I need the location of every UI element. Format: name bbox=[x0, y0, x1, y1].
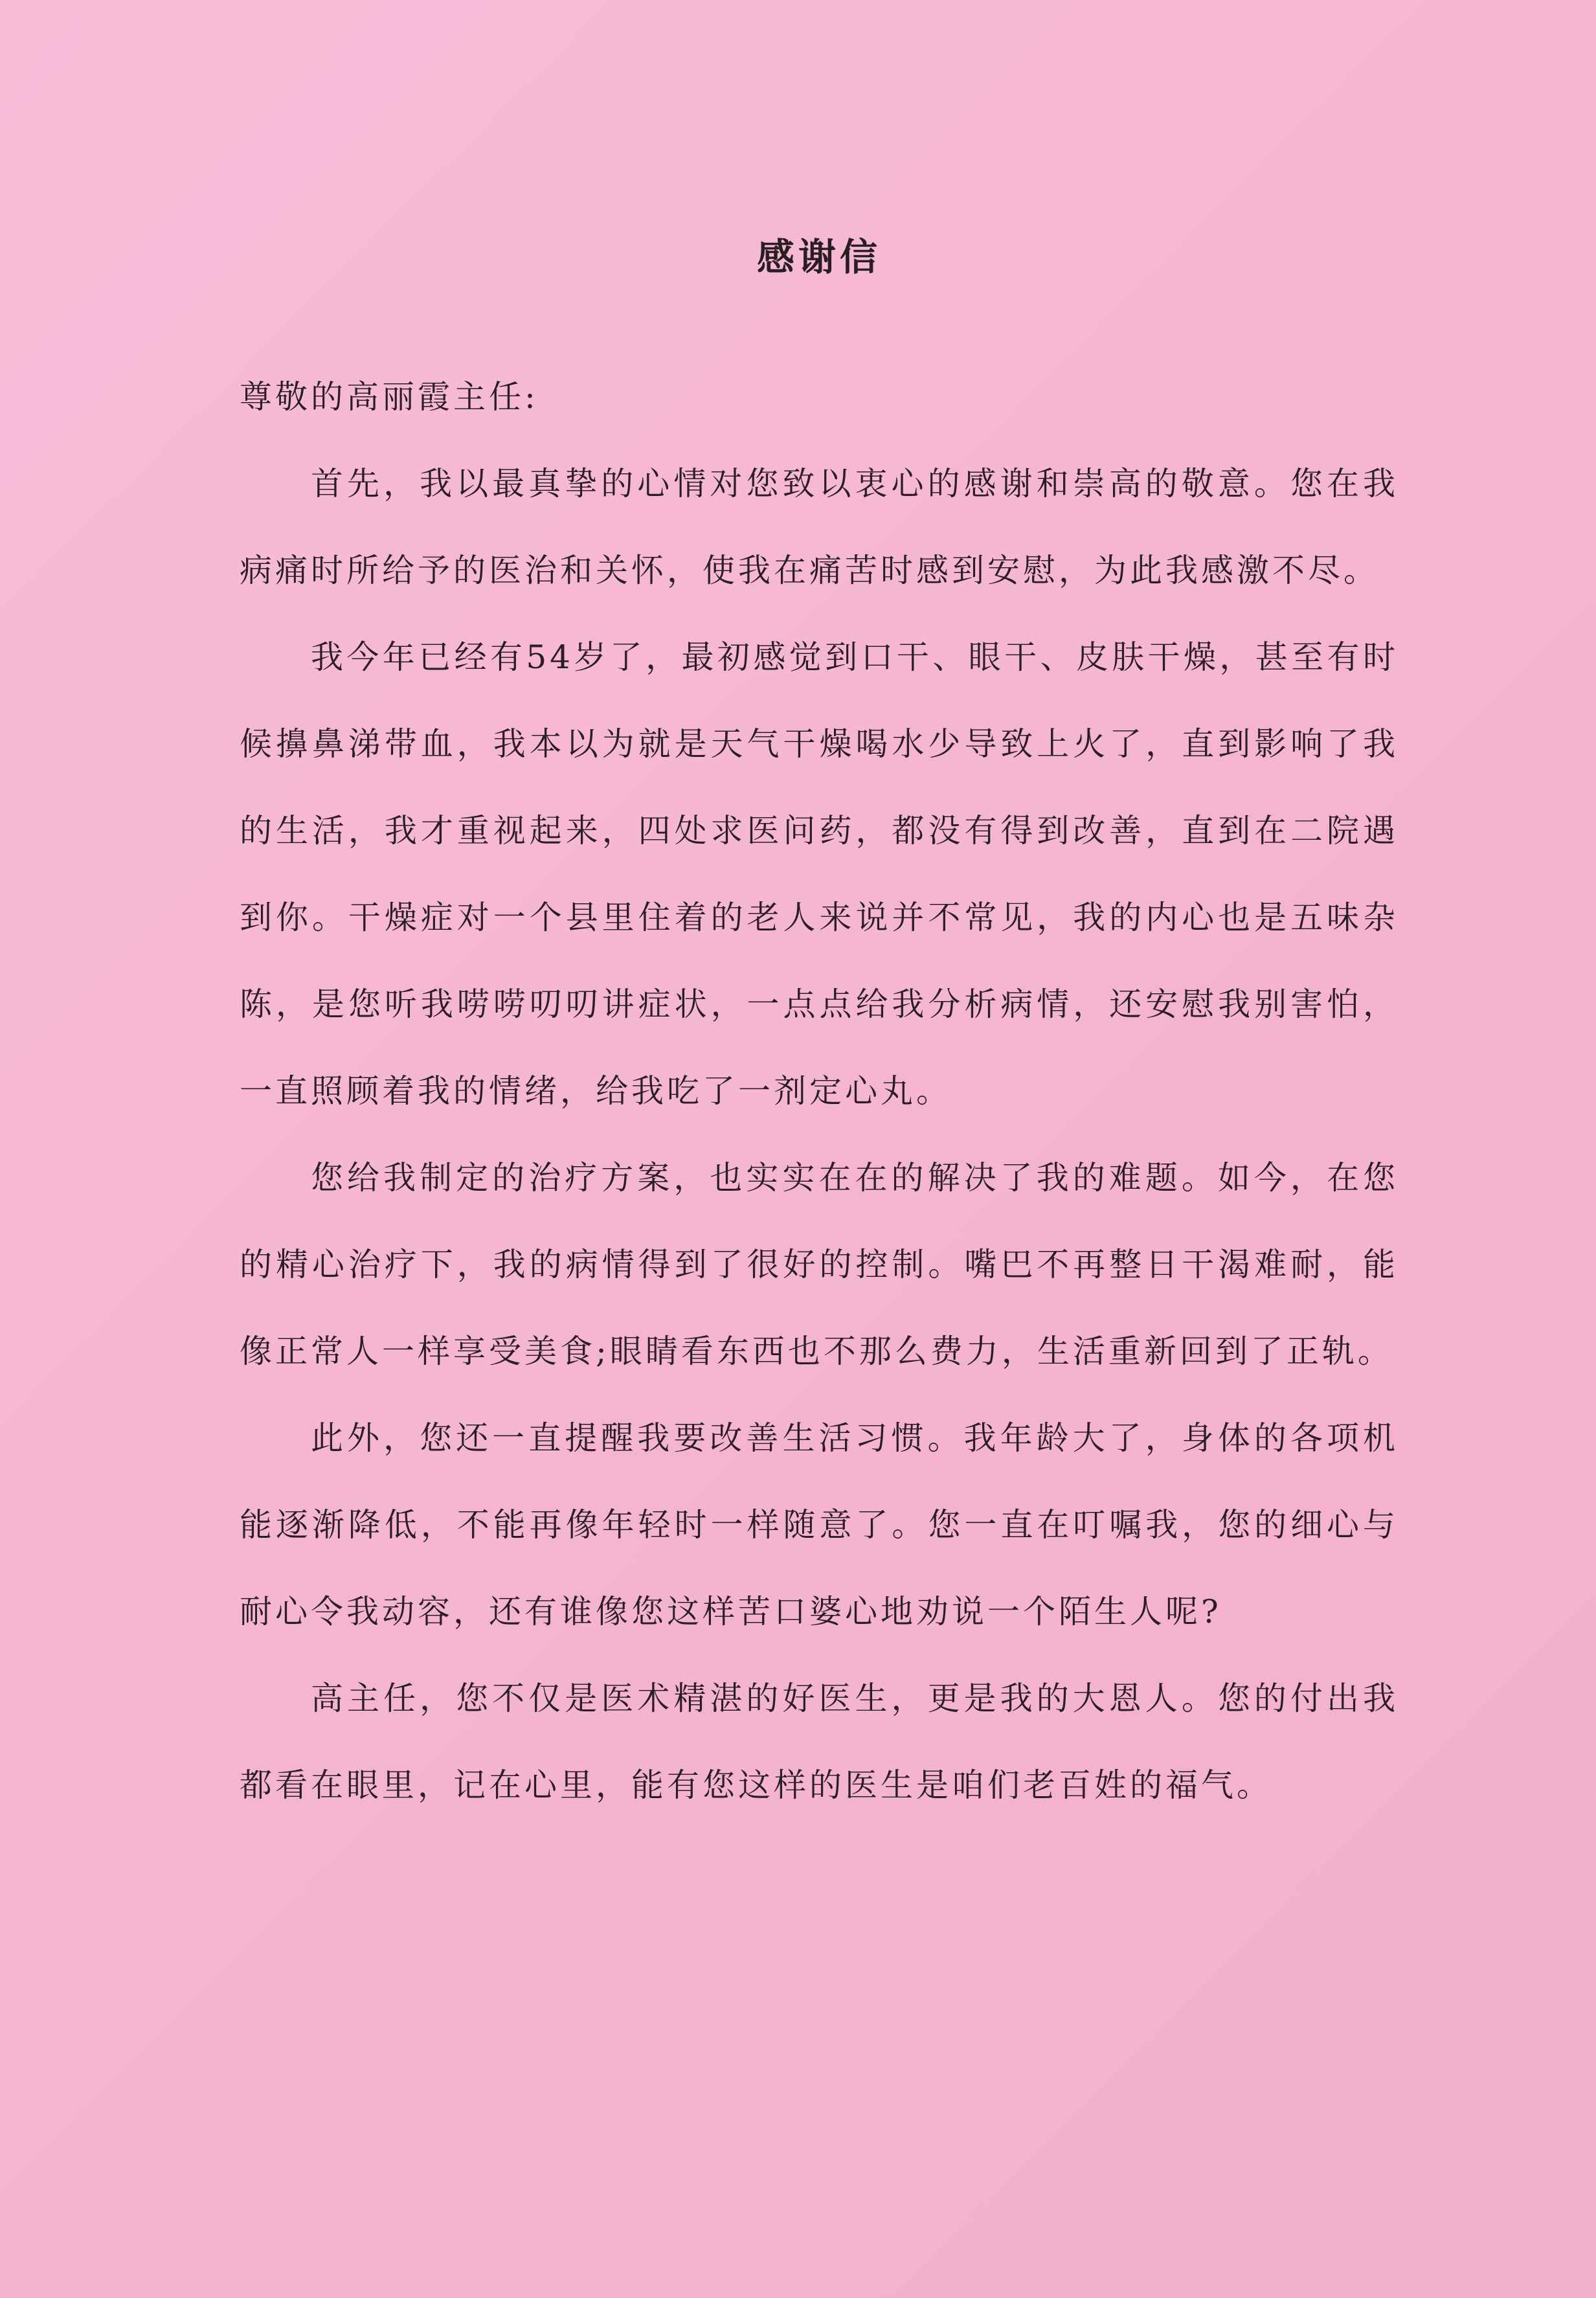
paragraph-closing: 高主任，您不仅是医术精湛的好医生，更是我的大恩人。您的付出我都看在眼里，记在心里，能有您这样的医生是咱们老百姓的福气。 bbox=[240, 1680, 1399, 1804]
salutation: 尊敬的高丽霞主任: bbox=[240, 378, 539, 416]
letter-body bbox=[240, 220, 1399, 1829]
letter-title: 感谢信 bbox=[756, 235, 881, 279]
paragraph-treatment: 您给我制定的治疗方案，也实实在在的解决了我的难题。如今，在您的精心治疗下，我的病情得到了很好的控制。嘴巴不再整日干渴难耐，能像正常人一样享受美食;眼睛看东西也不那么费力，生活重新回到了正轨。 bbox=[240, 1159, 1399, 1370]
paragraph-opening: 首先，我以最真挚的心情对您致以衷心的感谢和崇高的敬意。您在我病痛时所给予的医治和关怀，使我在痛苦时感到安慰，为此我感激不尽。 bbox=[240, 465, 1399, 589]
paragraph-lifestyle: 此外，您还一直提醒我要改善生活习惯。我年龄大了，身体的各项机能逐渐降低，不能再像年轻时一样随意了。您一直在叮嘱我，您的细心与耐心令我动容，还有谁像您这样苦口婆心地劝说一个陌生人呢? bbox=[240, 1419, 1399, 1630]
paragraph-symptoms: 我今年已经有54岁了，最初感觉到口干、眼干、皮肤干燥，甚至有时候擤鼻涕带血，我本以为就是天气干燥喝水少导致上火了，直到影响了我的生活，我才重视起来，四处求医问药，都没有得到改善，直到在二院遇到你。干燥症对一个县里住着的老人来说并不常见，我的内心也是五味杂陈，是您听我唠唠叨叨讲症状，一点点给我分析病情，还安慰我别害怕，一直照顾着我的情绪，给我吃了一剂定心丸。 bbox=[240, 638, 1399, 1110]
